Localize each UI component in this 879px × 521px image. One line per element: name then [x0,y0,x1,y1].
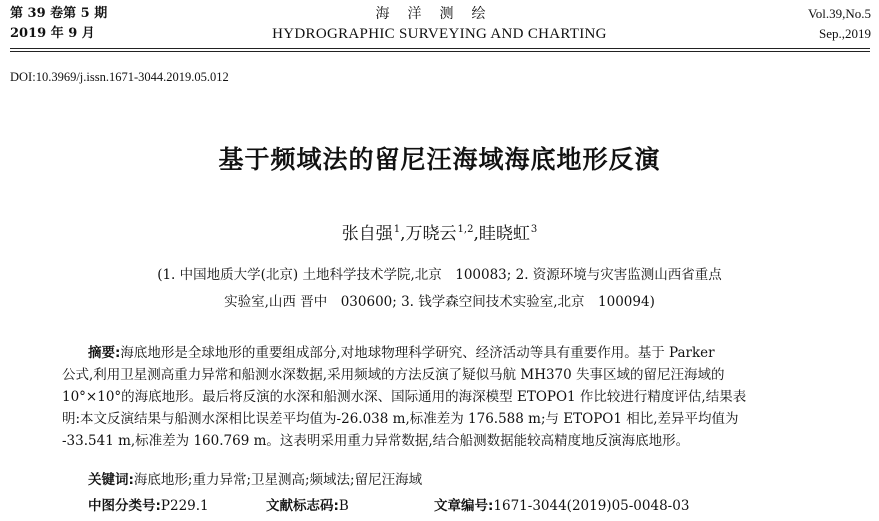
document-code [266,494,349,514]
author-name: 万晓云 [405,224,457,244]
author-list [0,219,879,244]
author-separator: , [473,224,479,244]
issue-volume: 第 39 卷第 5 期 [10,6,108,21]
abstract-label: 摘要: [88,345,121,361]
abstract-line [88,342,858,364]
article-number-value: 1671-3044(2019)05-0048-03 [493,498,690,514]
abstract-line: -33.541 m,标准差为 160.769 m。这表明采用重力异常数据,结合船测数据能较高精度地反演海底地形。 [62,433,690,449]
author-separator: , [400,224,406,244]
article-number [434,494,689,514]
keywords [88,468,422,488]
document-code-label: 文献标志码: [266,498,339,514]
keywords-label: 关键词: [88,472,134,488]
abstract-text: 海底地形是全球地形的重要组成部分,对地球物理科学研究、经济活动等具有重要作用。基于 Parker [120,345,715,361]
author-affiliation-mark: 3 [530,224,538,235]
clc-number [88,494,209,514]
clc-value: P229.1 [160,498,209,514]
article-number-label: 文章编号: [434,498,494,514]
doi: DOI:10.3969/j.issn.1671-3044.2019.05.012 [10,70,229,84]
abstract-line: 10°×10°的海底地形。最后将反演的水深和船测水深、国际通用的海深模型 ETOPO1 作比较进行精度评估,结果表 [62,389,747,405]
keywords-text: 海底地形;重力异常;卫星测高;频域法;留尼汪海域 [133,472,423,488]
journal-name [0,4,879,44]
abstract-line: 公式,利用卫星测高重力异常和船测水深数据,采用频域的方法反演了疑似马航 MH370 失事区域的留尼汪海域的 [62,367,725,383]
author-affiliation-mark: 1,2 [457,224,474,235]
journal-name-cn: 海洋测绘 [375,6,504,22]
volume-number: Vol.39,No.5 [808,6,871,21]
clc-label: 中图分类号: [88,498,161,514]
affiliation-line-1: (1. 中国地质大学(北京) 土地科学技术学院,北京 100083; 2. 资源环境与灾害监测山西省重点 [157,267,722,283]
journal-name-en: HYDROGRAPHIC SURVEYING AND CHARTING [272,26,607,42]
paper-title: 基于频域法的留尼汪海域海底地形反演 [218,145,661,174]
author-affiliation-mark: 1 [393,224,401,235]
abstract-continued [62,364,832,452]
author-name: 眭晓虹 [478,224,530,244]
header-rule-thin [10,51,870,52]
header-rule [10,48,870,49]
abstract-line: 明:本文反演结果与船测水深相比误差平均值为-26.038 m,标准差为 176.588 m;与 ETOPO1 相比,差异平均值为 [62,411,739,427]
affiliation-line-2: 实验室,山西 晋中 030600; 3. 钱学森空间技术实验室,北京 100094) [224,294,655,310]
document-code-value: B [338,498,349,514]
abstract [88,342,858,364]
publication-date: Sep.,2019 [819,26,871,41]
issue-date: 2019 年 9 月 [10,26,95,41]
author-name: 张自强 [341,224,393,244]
volume-info [808,4,871,44]
